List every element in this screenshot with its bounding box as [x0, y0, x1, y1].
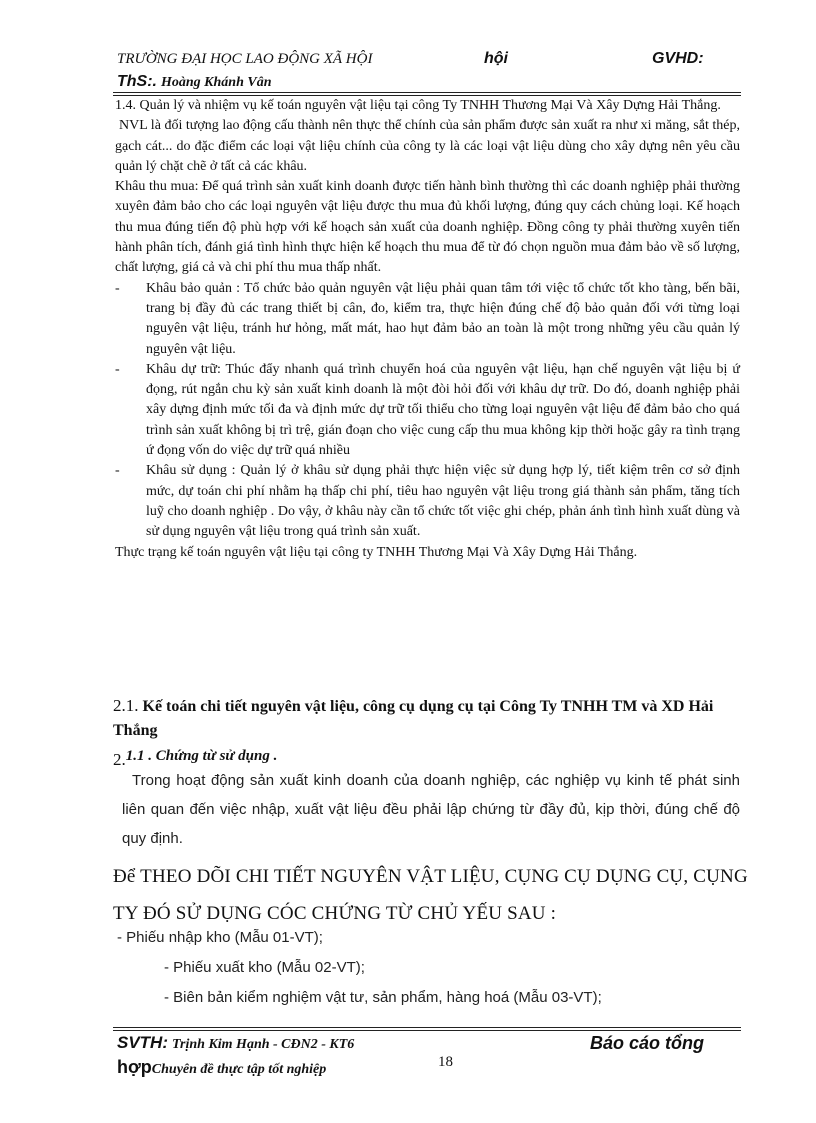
footer-hop: hợp [117, 1057, 152, 1077]
list-dash: - [115, 280, 120, 296]
header-hoi: hội [484, 50, 508, 67]
form-item-bien-ban: - Biên bản kiểm nghiệm vật tư, sản phẩm, hàng hoá (Mẫu 03-VT); [164, 989, 602, 1006]
footer-line-2 [117, 1057, 326, 1078]
paragraph-thu-mua: Khâu thu mua: Để quá trình sản xuất kinh doanh được tiến hành bình thường thì các doanh nghiệp phải thường xuyên đảm bảo cho các loại nguyên vật liệu được thu mua đủ khối lượng, đúng quy cách chủng loại. Kế hoạch thu mua đúng tiến độ phù hợp với kế hoạch sản xuất của doanh nghiệp. Đồng công ty phải thường xuyên tiến hành phân tích, đánh giá tình hình thực hiện kế hoạch thu mua để từ đó chọn nguồn mua đảm bảo về số lượng, chất lượng, giá cả và chi phí thu mua thấp nhất. [115, 179, 740, 276]
header-gvhd: GVHD: [652, 50, 704, 67]
list-item-text: Khâu dự trữ: Thúc đẩy nhanh quá trình chuyển hoá của nguyên vật liệu, hạn chế nguyên vật liệu bị ứ đọng, rút ngắn chu kỳ sản xuất kinh doanh là một đòi hỏi đối với khâu dự trữ. Do đó, doanh nghiệp phải xây dựng định mức tối đa và định mức dự trữ tối thiểu cho từng loại nguyên vật liệu để đảm bảo cho quá trình sản xuất không bị trì trệ, gián đoạn cho việc cung cấp thu mua không kịp thời hoặc gây ra tình trạng ứ đọng vốn do việc dự trữ quá nhiều [146, 361, 740, 459]
section-2-1-heading [113, 694, 743, 743]
list-item-su-dung [115, 461, 740, 542]
footer-rule [113, 1027, 741, 1028]
section-number: 2. [113, 750, 126, 769]
header-teacher-line [117, 73, 272, 91]
page-number: 18 [438, 1054, 453, 1070]
page-footer [117, 1033, 727, 1057]
paragraph-thuc-trang: Thực trạng kế toán nguyên vật liệu tại công ty TNHH Thương Mại Và Xây Dựng Hải Thắng. [115, 544, 638, 560]
section-title: 1.1 . Chứng từ sử dụng . [125, 748, 278, 764]
header-school: TRƯỜNG ĐẠI HỌC LAO ĐỘNG XÃ HỘI [117, 51, 373, 67]
header-rule [113, 92, 741, 93]
document-list-heading-line-1: Để THEO DÕI CHI TIẾT NGUYÊN VẬT LIỆU, CỤNG CỤ DỤNG CỤ, CỤNG [113, 866, 748, 887]
header-teacher: Hoàng Khánh Vân [161, 75, 272, 90]
page-header [117, 51, 727, 71]
list-item-du-tru [115, 360, 740, 461]
list-item-bao-quan [115, 279, 740, 360]
footer-chuyen-de: Chuyên đề thực tập tốt nghiệp [151, 1062, 327, 1077]
list-dash: - [115, 361, 120, 377]
document-list-heading-line-2: TY ĐÓ SỬ DỤNG CÓC CHỨNG TỪ CHỦ YẾU SAU : [113, 903, 557, 924]
section-title: Kế toán chi tiết nguyên vật liệu, công cụ dụng cụ tại Công Ty TNHH TM và XD Hải Thắng [113, 698, 714, 739]
section-1-4-heading: 1.4. Quản lý và nhiệm vụ kế toán nguyên vật liệu tại công Ty TNHH Thương Mại Và Xây Dựng Hải Thắng. [115, 98, 721, 113]
form-item-phieu-xuat: - Phiếu xuất kho (Mẫu 02-VT); [164, 959, 365, 976]
list-item-text: Khâu sử dụng : Quản lý ở khâu sử dụng phải thực hiện việc sử dụng hợp lý, tiết kiệm trên cơ sở định mức, dự toán chi phí nhằm hạ thấp chi phí, tiêu hao nguyên vật liệu trong giá thành sản phẩm, tăng tích luỹ cho doanh nghiệp . Do vậy, ở khâu này cần tổ chức tốt việc ghi chép, phản ánh tình hình xuất dùng và sử dụng nguyên vật liệu trong quá trình sản xuất. [146, 463, 740, 540]
paragraph-nvl: NVL là đối tượng lao động cấu thành nên thực thể chính của sản phẩm được sản xuất ra như xi măng, sắt thép, gạch cát... do đặc điểm các loại vật liệu chính của công ty là các loại vật liệu dùng cho xây dựng nên yêu cầu quản lý chặt chẽ ở tất cả các khâu. [115, 118, 740, 174]
list-dash: - [115, 463, 120, 479]
paragraph-text: Trong hoạt động sản xuất kinh doanh của doanh nghiệp, các nghiệp vụ kinh tế phát sinh liên quan đến việc nhập, xuất vật liệu đều phải lập chứng từ đầy đủ, kịp thời, đúng chế độ quy định. [122, 772, 740, 847]
header-ths: ThS:. [117, 73, 157, 90]
paragraph-chung-tu [122, 766, 740, 853]
footer-student: Trịnh Kim Hạnh - CĐN2 - KT6 [172, 1037, 355, 1052]
footer-rule-2 [113, 1030, 741, 1031]
footer-svth: SVTH: [117, 1033, 168, 1052]
footer-report-title: Báo cáo tổng [590, 1033, 705, 1053]
body-text [115, 96, 740, 563]
form-item-phieu-nhap: - Phiếu nhập kho (Mẫu 01-VT); [117, 929, 323, 946]
list-item-text: Khâu bảo quản : Tổ chức bảo quản nguyên vật liệu phải quan tâm tới việc tổ chức tốt kho tàng, bến bãi, trang bị đầy đủ các trang thiết bị cân, đo, kiểm tra, thực hiện đúng chế độ bảo quản đối với từng loại nguyên vật liệu, tránh hư hỏng, mất mát, hao hụt đảm bảo an toàn là một trong những yêu cầu quản lý nguyên vật liệu. [146, 280, 740, 357]
section-2-1-1-heading [113, 745, 278, 769]
section-number: 2.1. [113, 696, 139, 715]
